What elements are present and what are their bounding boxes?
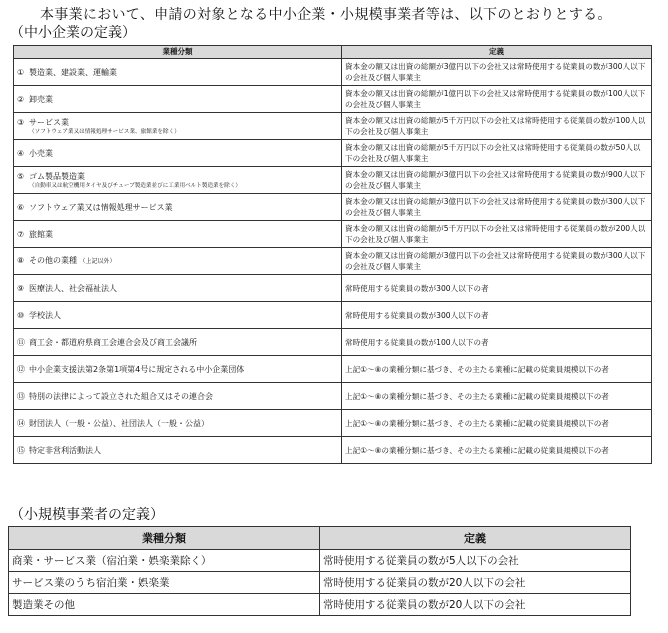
category-label: 中小企業支援法第2条第1項第4号に規定される中小企業団体	[29, 364, 245, 374]
header-category: 業種分類	[14, 46, 342, 59]
definition-cell: 資本金の額又は出資の総額が1億円以下の会社又は常時使用する従業員の数が100人以下の会社及び個人事業主	[342, 86, 652, 113]
row-number: ⑪	[17, 337, 25, 347]
row-number: ⑩	[17, 310, 25, 320]
definition-cell: 資本金の額又は出資の総額が5千万円以下の会社又は常時使用する従業員の数が50人以下の会社及び個人事業主	[342, 140, 652, 167]
category-cell	[14, 248, 342, 275]
sme-definition-table	[13, 45, 652, 464]
category-sub-note: （ソフトウェア業又は情報処理サービス業、旅館業を除く）	[29, 128, 180, 135]
category-label: 卸売業	[29, 94, 53, 104]
category-cell	[14, 329, 342, 356]
category-cell	[14, 140, 342, 167]
table-row	[14, 383, 652, 410]
table-row	[9, 550, 631, 572]
row-number: ⑫	[17, 364, 25, 374]
category-note: （上記以外）	[79, 258, 116, 265]
row-number: ⑤	[17, 171, 25, 181]
table-row	[14, 410, 652, 437]
table-row	[9, 594, 631, 616]
category-label: 財団法人（一般・公益）、社団法人（一般・公益）	[29, 418, 209, 428]
category-label: 学校法人	[29, 310, 61, 320]
definition-cell: 上記①～⑧の業種分類に基づき、その主たる業種に記載の従業員規模以下の者	[342, 356, 652, 383]
row-number: ⑭	[17, 418, 25, 428]
category-label: 旅館業	[29, 229, 53, 239]
small-business-definition-title: （小規模事業者の定義）	[10, 507, 164, 523]
table-row	[14, 59, 652, 86]
header-definition: 定義	[320, 527, 631, 550]
category-cell	[14, 86, 342, 113]
row-number: ⑨	[17, 283, 25, 293]
small-business-definition-table	[8, 526, 631, 616]
table-header-row	[14, 46, 652, 59]
row-number: ①	[17, 67, 25, 77]
category-cell	[14, 302, 342, 329]
table-row	[14, 194, 652, 221]
definition-cell: 資本金の額又は出資の総額が3億円以下の会社又は常時使用する従業員の数が300人以下の会社及び個人事業主	[342, 248, 652, 275]
table-row	[14, 437, 652, 464]
row-number: ⑥	[17, 202, 25, 212]
category-sub-note: （自動車又は航空機用タイヤ及びチューブ製造業並びに工業用ベルト製造業を除く）	[29, 182, 242, 189]
table-row	[14, 248, 652, 275]
row-number: ④	[17, 148, 25, 158]
table-row	[14, 86, 652, 113]
definition-cell: 常時使用する従業員の数が5人以下の会社	[320, 550, 631, 572]
category-label: 特定非営利活動法人	[29, 445, 101, 455]
definition-cell: 資本金の額又は出資の総額が3億円以下の会社又は常時使用する従業員の数が300人以下の会社及び個人事業主	[342, 194, 652, 221]
definition-cell: 資本金の額又は出資の総額が5千万円以下の会社又は常時使用する従業員の数が200人以下の会社及び個人事業主	[342, 221, 652, 248]
category-cell	[14, 437, 342, 464]
table-row	[14, 140, 652, 167]
category-label: 商工会・都道府県商工会連合会及び商工会議所	[29, 337, 197, 347]
definition-cell: 常時使用する従業員の数が20人以下の会社	[320, 594, 631, 616]
table-row	[14, 113, 652, 140]
category-cell	[14, 410, 342, 437]
definition-cell: 資本金の額又は出資の総額が5千万円以下の会社又は常時使用する従業員の数が100人以下の会社及び個人事業主	[342, 113, 652, 140]
table-row	[14, 302, 652, 329]
definition-cell: 上記①～⑧の業種分類に基づき、その主たる業種に記載の従業員規模以下の者	[342, 410, 652, 437]
category-cell	[14, 383, 342, 410]
definition-cell: 上記①～⑧の業種分類に基づき、その主たる業種に記載の従業員規模以下の者	[342, 383, 652, 410]
category-label: 特別の法律によって設立された組合又はその連合会	[29, 391, 213, 401]
row-number: ⑧	[17, 256, 25, 265]
table-row	[9, 572, 631, 594]
category-cell: サービス業のうち宿泊業・娯楽業	[9, 572, 320, 594]
table-row	[14, 221, 652, 248]
category-label: ソフトウェア業又は情報処理サービス業	[29, 202, 173, 212]
definition-cell: 常時使用する従業員の数が20人以下の会社	[320, 572, 631, 594]
category-label: 製造業、建設業、運輸業	[29, 67, 117, 77]
sme-definition-title: （中小企業の定義）	[10, 25, 136, 41]
category-label: ゴム製品製造業	[29, 171, 85, 181]
definition-cell: 上記①～⑧の業種分類に基づき、その主たる業種に記載の従業員規模以下の者	[342, 437, 652, 464]
header-definition: 定義	[342, 46, 652, 59]
category-cell	[14, 167, 342, 194]
category-cell	[14, 356, 342, 383]
row-number: ③	[17, 117, 25, 127]
definition-cell: 資本金の額又は出資の総額が3億円以下の会社又は常時使用する従業員の数が900人以下の会社及び個人事業主	[342, 167, 652, 194]
table-header-row	[9, 527, 631, 550]
category-label: 医療法人、社会福祉法人	[29, 283, 117, 293]
category-cell	[14, 59, 342, 86]
header-category: 業種分類	[9, 527, 320, 550]
category-cell	[14, 194, 342, 221]
definition-cell: 常時使用する従業員の数が100人以下の者	[342, 329, 652, 356]
row-number: ②	[17, 94, 25, 104]
category-cell	[14, 221, 342, 248]
row-number: ⑬	[17, 391, 25, 401]
category-label: サービス業	[29, 117, 69, 127]
table-row	[14, 329, 652, 356]
definition-cell: 常時使用する従業員の数が300人以下の者	[342, 275, 652, 302]
table-row	[14, 275, 652, 302]
category-label: 小売業	[29, 148, 53, 158]
category-cell	[14, 275, 342, 302]
category-cell	[14, 113, 342, 140]
table-row	[14, 356, 652, 383]
intro-text: 本事業において、申請の対象となる中小企業・小規模事業者等は、以下のとおりとする。	[40, 7, 612, 23]
category-label: その他の業種	[29, 256, 77, 265]
category-cell: 製造業その他	[9, 594, 320, 616]
definition-cell: 常時使用する従業員の数が300人以下の者	[342, 302, 652, 329]
definition-cell: 資本金の額又は出資の総額が3億円以下の会社又は常時使用する従業員の数が300人以下の会社及び個人事業主	[342, 59, 652, 86]
row-number: ⑮	[17, 445, 25, 455]
table-row	[14, 167, 652, 194]
row-number: ⑦	[17, 229, 25, 239]
category-cell: 商業・サービス業（宿泊業・娯楽業除く）	[9, 550, 320, 572]
